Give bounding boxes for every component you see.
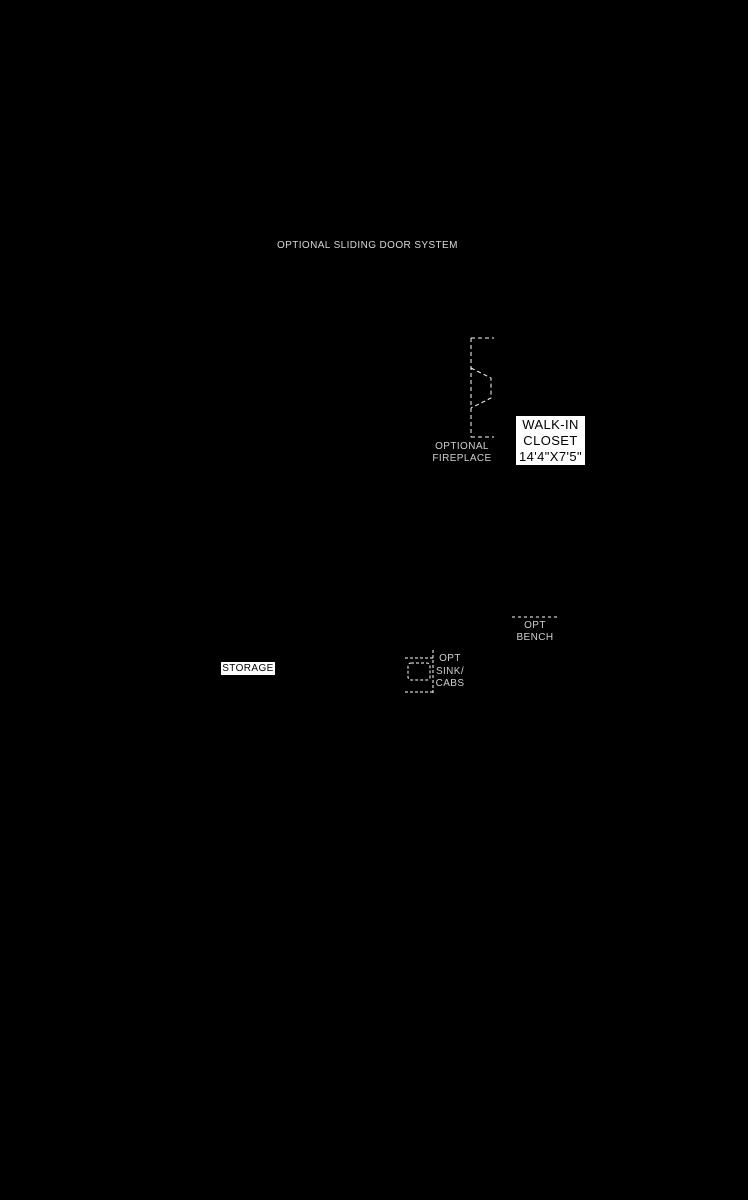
fireplace-firebox <box>471 368 491 408</box>
sink-basin <box>408 663 430 680</box>
sink-label-line: SINK/ <box>435 665 465 677</box>
bench-label-line: OPT <box>524 620 546 631</box>
bench-label-line: BENCH <box>516 632 554 643</box>
fireplace-label <box>426 441 498 465</box>
room-dimensions: 14'4"X7'5" <box>518 449 582 464</box>
fireplace-label-line: OPTIONAL <box>435 441 489 452</box>
sink-label-line: CABS <box>435 678 465 689</box>
room-name-line: CLOSET <box>523 433 578 448</box>
room-name-line: WALK-IN <box>522 417 579 432</box>
sliding-door-label: OPTIONAL SLIDING DOOR SYSTEM <box>277 240 458 251</box>
walk-in-closet-label <box>516 416 585 465</box>
fireplace-label-line: FIREPLACE <box>432 453 492 464</box>
bench-label <box>510 620 560 644</box>
fireplace-outline <box>471 338 494 437</box>
sink-outline <box>405 650 433 694</box>
sink-label-line: OPT <box>439 653 461 664</box>
sink-cabinets-label <box>432 653 468 691</box>
storage-label: STORAGE <box>222 663 274 674</box>
